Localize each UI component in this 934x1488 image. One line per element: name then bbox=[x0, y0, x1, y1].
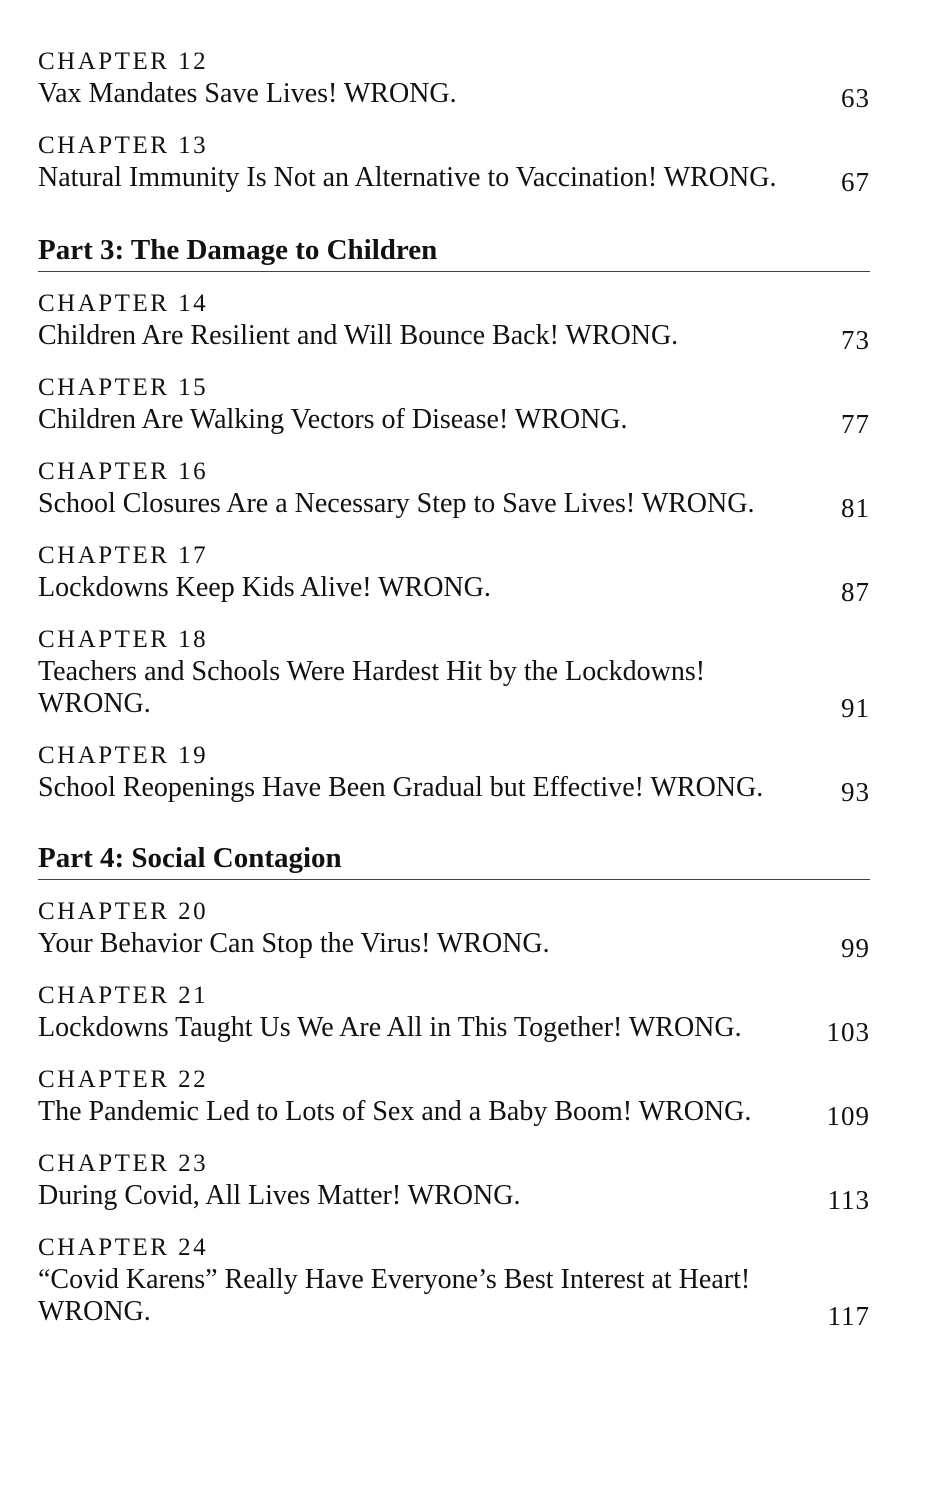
toc-entry[interactable] bbox=[38, 1064, 870, 1131]
part-3-section bbox=[38, 232, 870, 807]
page-number: 113 bbox=[827, 1185, 870, 1215]
page-number: 103 bbox=[826, 1017, 870, 1047]
chapter-title: Teachers and Schools Were Hardest Hit by the Lockdowns! WRONG. bbox=[38, 656, 706, 719]
toc-entry[interactable] bbox=[38, 624, 870, 723]
page-number: 87 bbox=[841, 577, 870, 607]
chapter-title: Natural Immunity Is Not an Alternative to Vaccination! WRONG. bbox=[38, 162, 777, 193]
part-4-section bbox=[38, 840, 870, 1331]
chapter-number: CHAPTER 17 bbox=[38, 542, 209, 569]
chapter-title: School Closures Are a Necessary Step to Save Lives! WRONG. bbox=[38, 488, 755, 519]
toc-entry[interactable] bbox=[38, 1232, 870, 1331]
page-number: 99 bbox=[841, 933, 870, 963]
part-heading: Part 3: The Damage to Children bbox=[38, 232, 870, 272]
chapter-number: CHAPTER 13 bbox=[38, 132, 209, 159]
toc-entry[interactable] bbox=[38, 372, 870, 439]
chapter-number: CHAPTER 19 bbox=[38, 742, 209, 769]
chapter-number: CHAPTER 22 bbox=[38, 1066, 209, 1093]
toc-entry[interactable] bbox=[38, 288, 870, 355]
chapter-title: Your Behavior Can Stop the Virus! WRONG. bbox=[38, 928, 550, 959]
page-number: 63 bbox=[841, 83, 870, 113]
top-entries bbox=[38, 0, 870, 197]
chapter-title: The Pandemic Led to Lots of Sex and a Baby Boom! WRONG. bbox=[38, 1096, 752, 1127]
chapter-number: CHAPTER 23 bbox=[38, 1150, 209, 1177]
page-number: 67 bbox=[841, 167, 870, 197]
chapter-number: CHAPTER 12 bbox=[38, 48, 209, 75]
chapter-number: CHAPTER 21 bbox=[38, 982, 209, 1009]
page-number: 73 bbox=[841, 325, 870, 355]
toc-entry[interactable] bbox=[38, 456, 870, 523]
chapter-number: CHAPTER 15 bbox=[38, 374, 209, 401]
chapter-number: CHAPTER 18 bbox=[38, 626, 209, 653]
page-number: 81 bbox=[841, 493, 870, 523]
chapter-title: Lockdowns Taught Us We Are All in This Together! WRONG. bbox=[38, 1012, 742, 1043]
toc-entry[interactable] bbox=[38, 740, 870, 807]
chapter-title: Lockdowns Keep Kids Alive! WRONG. bbox=[38, 572, 491, 603]
page-number: 91 bbox=[841, 693, 870, 723]
toc-entry[interactable] bbox=[38, 980, 870, 1047]
toc-entry[interactable] bbox=[38, 130, 870, 197]
toc-entry[interactable] bbox=[38, 540, 870, 607]
page-number: 117 bbox=[827, 1301, 870, 1331]
part-heading: Part 4: Social Contagion bbox=[38, 840, 870, 880]
chapter-number: CHAPTER 24 bbox=[38, 1234, 209, 1261]
page-number: 77 bbox=[841, 409, 870, 439]
chapter-number: CHAPTER 16 bbox=[38, 458, 209, 485]
chapter-number: CHAPTER 14 bbox=[38, 290, 209, 317]
page-number: 93 bbox=[841, 777, 870, 807]
chapter-title: Children Are Resilient and Will Bounce Back! WRONG. bbox=[38, 320, 679, 351]
chapter-title: Vax Mandates Save Lives! WRONG. bbox=[38, 78, 457, 109]
chapter-title: Children Are Walking Vectors of Disease! WRONG. bbox=[38, 404, 628, 435]
toc-entry[interactable] bbox=[38, 1148, 870, 1215]
chapter-title: School Reopenings Have Been Gradual but Effective! WRONG. bbox=[38, 772, 764, 803]
chapter-title: During Covid, All Lives Matter! WRONG. bbox=[38, 1180, 521, 1211]
chapter-number: CHAPTER 20 bbox=[38, 898, 209, 925]
chapter-title: “Covid Karens” Really Have Everyone’s Best Interest at Heart! WRONG. bbox=[38, 1264, 751, 1327]
page-number: 109 bbox=[826, 1101, 870, 1131]
toc-entry[interactable] bbox=[38, 46, 870, 113]
toc-entry[interactable] bbox=[38, 896, 870, 963]
